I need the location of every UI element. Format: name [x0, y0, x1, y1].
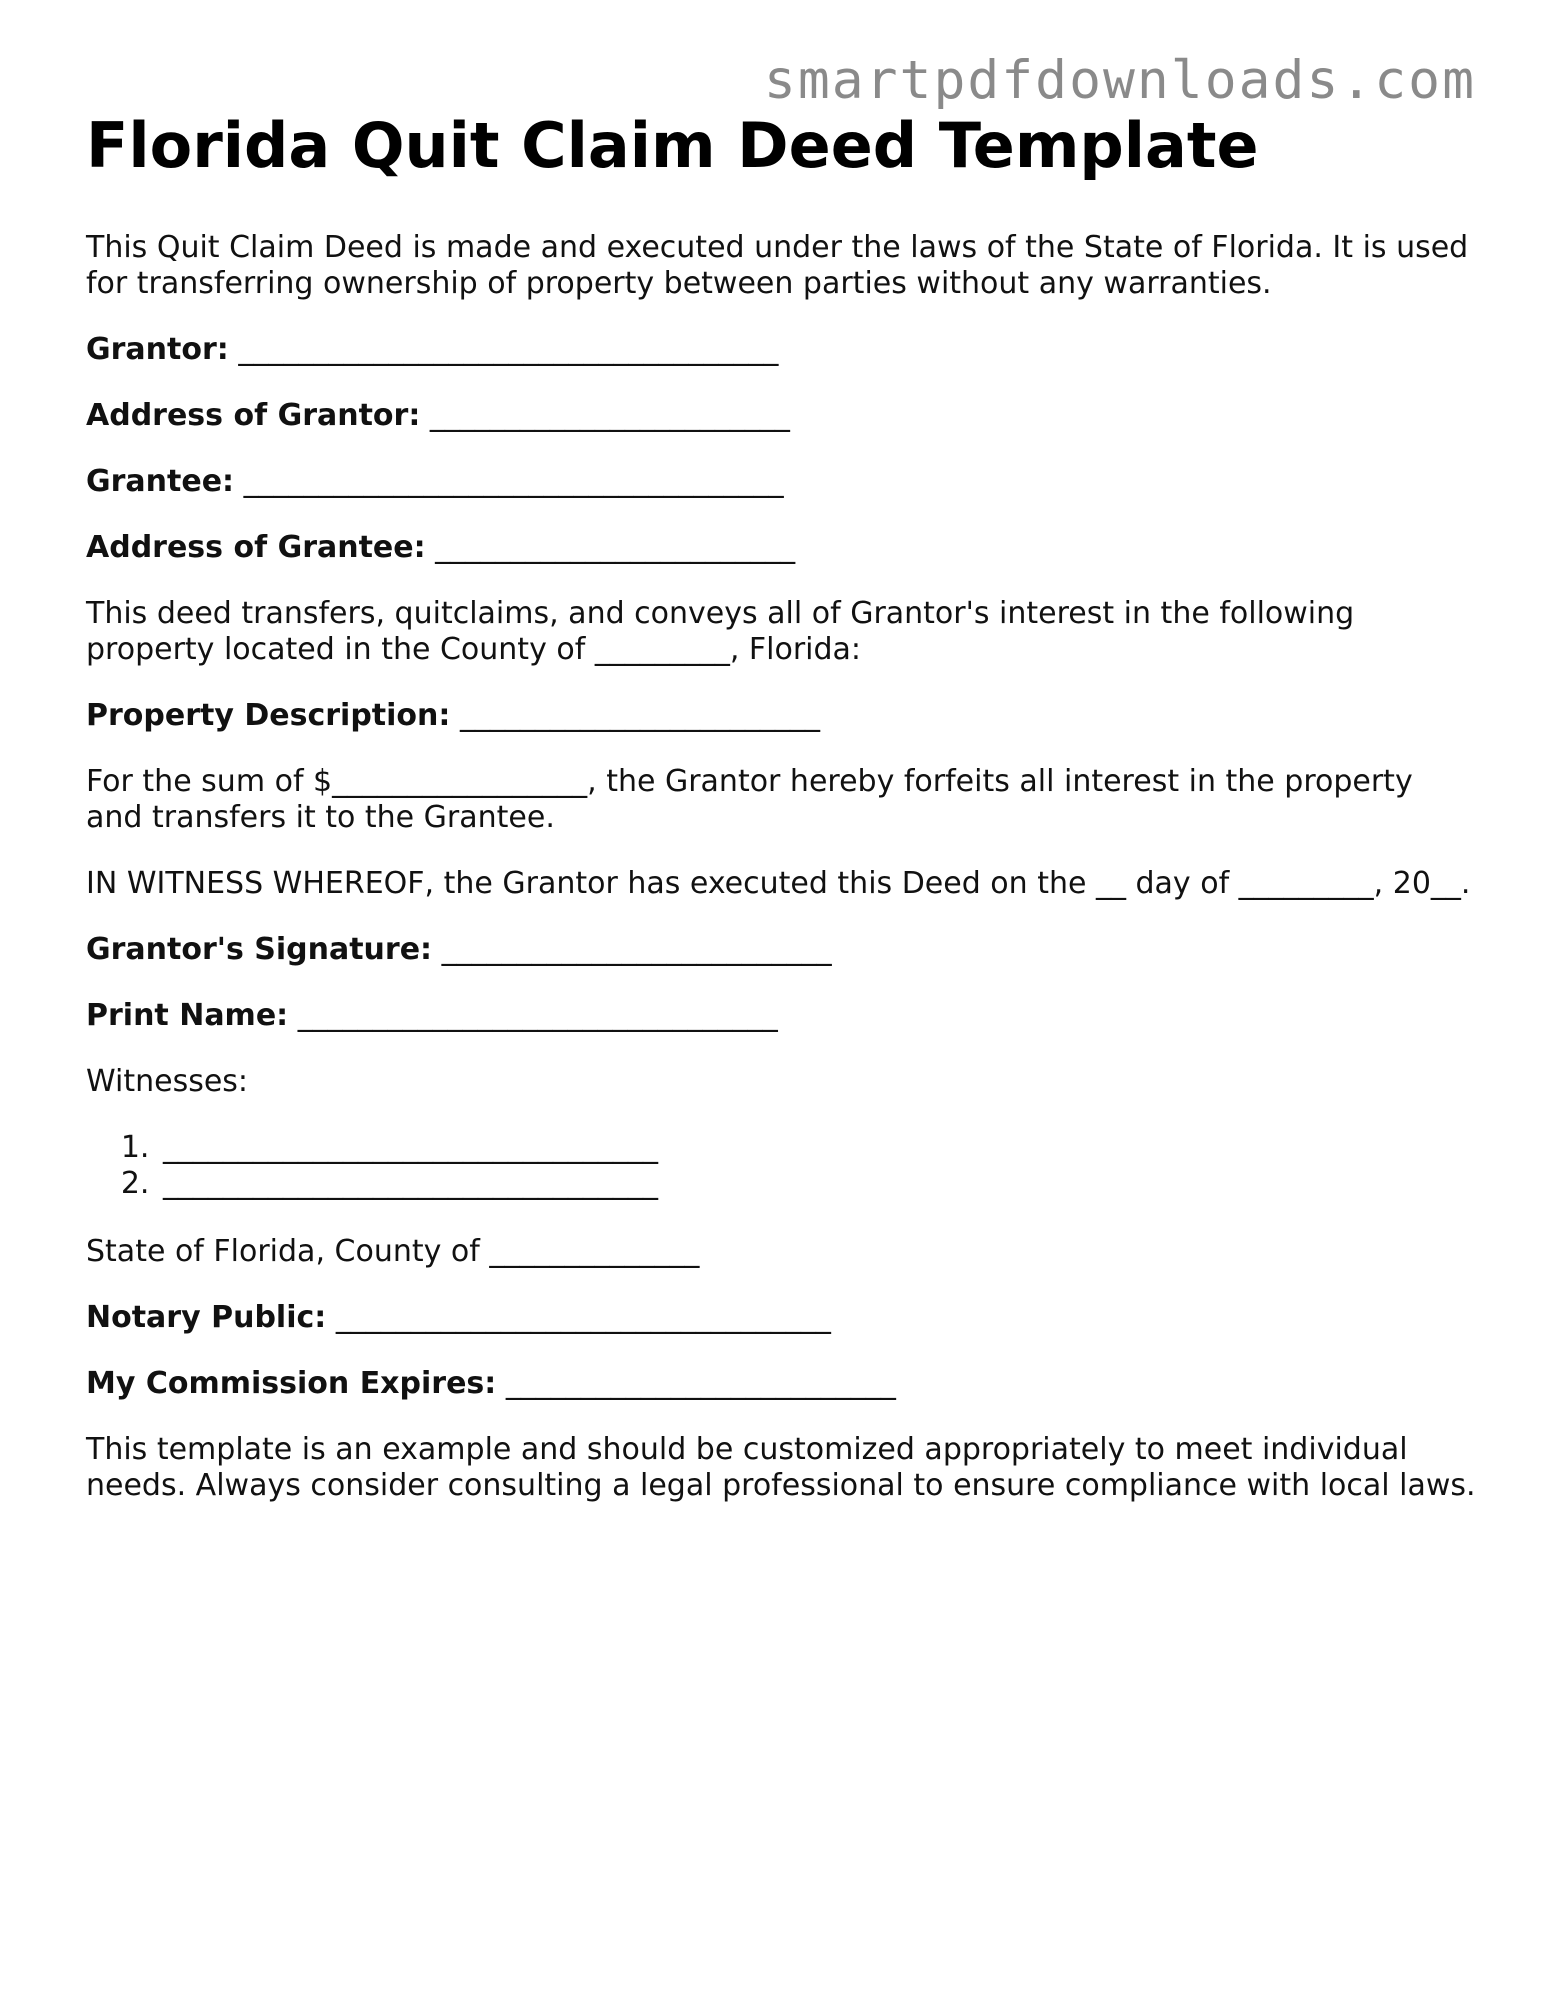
property-description-field	[86, 698, 1476, 734]
grantee-address-label: Address of Grantee:	[86, 530, 426, 565]
grantee-address-blank: ________________________	[435, 530, 796, 565]
transfer-paragraph: This deed transfers, quitclaims, and conveys all of Grantor's interest in the following property located in the County of _________, Florida:	[86, 596, 1355, 667]
grantor-signature-label: Grantor's Signature:	[86, 932, 433, 967]
notary-public-field	[86, 1300, 1476, 1336]
grantor-blank: ____________________________________	[238, 332, 779, 367]
sum-paragraph: For the sum of $_________________, the Grantor hereby forfeits all interest in the property and transfers it to the Grantee.	[86, 764, 1413, 835]
notary-public-blank: _________________________________	[335, 1300, 831, 1335]
grantor-field	[86, 332, 1476, 368]
disclaimer-paragraph: This template is an example and should be customized appropriately to meet individual needs. Always consider consulting a legal professional to ensure compliance with local laws.	[86, 1432, 1476, 1503]
witness-whereof-paragraph: IN WITNESS WHEREOF, the Grantor has executed this Deed on the __ day of _________, 20__.	[86, 866, 1471, 901]
witness-item: 1. _________________________________	[159, 1130, 1476, 1166]
intro-paragraph: This Quit Claim Deed is made and executed under the laws of the State of Florida. It is used for transferring ownership of property between parties without any warranties.	[86, 230, 1469, 301]
grantor-address-blank: ________________________	[429, 398, 790, 433]
grantor-signature-field	[86, 932, 1476, 968]
grantee-label: Grantee:	[86, 464, 235, 499]
grantor-label: Grantor:	[86, 332, 229, 367]
property-description-blank: ________________________	[459, 698, 820, 733]
print-name-field	[86, 998, 1476, 1034]
grantor-address-field	[86, 398, 1476, 434]
property-description-label: Property Description:	[86, 698, 451, 733]
watermark: smartpdfdownloads.com	[763, 50, 1476, 111]
grantor-signature-blank: __________________________	[441, 932, 832, 967]
print-name-label: Print Name:	[86, 998, 289, 1033]
witnesses-label: Witnesses:	[86, 1064, 249, 1099]
witness-item: 2. _________________________________	[159, 1166, 1476, 1202]
grantee-address-field	[86, 530, 1476, 566]
commission-expires-field	[86, 1366, 1476, 1402]
print-name-blank: ________________________________	[297, 998, 778, 1033]
grantor-address-label: Address of Grantor:	[86, 398, 421, 433]
state-county-line: State of Florida, County of ______________	[86, 1234, 700, 1269]
commission-expires-label: My Commission Expires:	[86, 1366, 497, 1401]
notary-public-label: Notary Public:	[86, 1300, 327, 1335]
document-page	[86, 106, 1476, 1534]
witness-list	[86, 1130, 1476, 1202]
commission-expires-blank: __________________________	[505, 1366, 896, 1401]
grantee-blank: ____________________________________	[243, 464, 784, 499]
grantee-field	[86, 464, 1476, 500]
document-title: Florida Quit Claim Deed Template	[86, 109, 1259, 182]
